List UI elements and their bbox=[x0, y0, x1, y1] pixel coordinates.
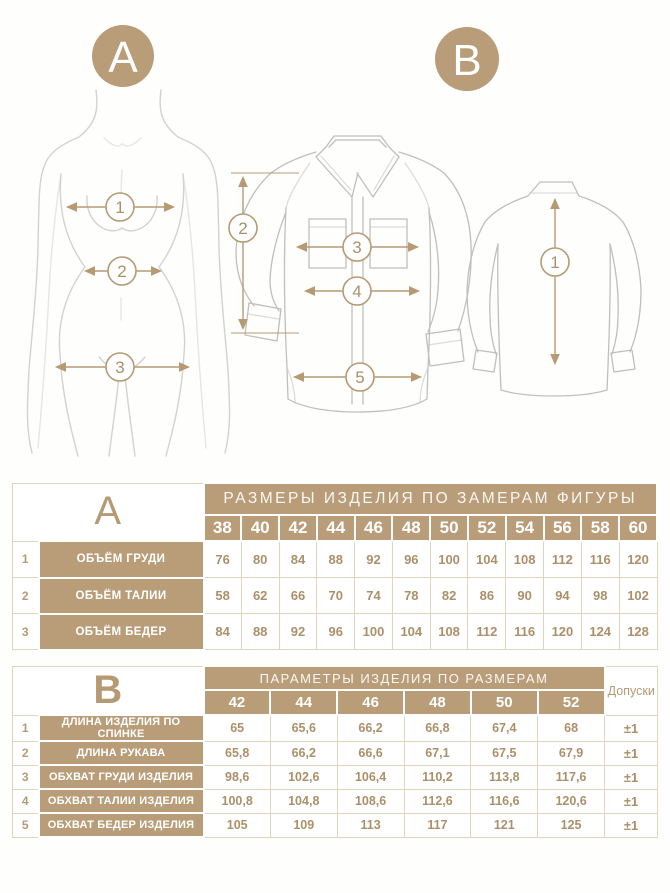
table-row-sleeve-length bbox=[13, 741, 658, 765]
size-header-cell: 46 bbox=[337, 690, 404, 715]
value-cell: 113 bbox=[337, 813, 404, 837]
row-number: 5 bbox=[13, 813, 39, 837]
value-cell: 88 bbox=[317, 541, 355, 578]
row-label: ОБХВАТ БЕДЕР ИЗДЕЛИЯ bbox=[39, 813, 204, 837]
value-cell: 86 bbox=[468, 578, 506, 614]
value-cell: 62 bbox=[241, 578, 279, 614]
svg-text:5: 5 bbox=[355, 368, 365, 387]
value-cell: 104 bbox=[392, 614, 430, 650]
value-cell: 65,8 bbox=[204, 741, 271, 765]
svg-text:2: 2 bbox=[117, 262, 127, 281]
value-cell: 100 bbox=[430, 541, 468, 578]
value-cell: 120 bbox=[619, 541, 657, 578]
value-cell: 80 bbox=[241, 541, 279, 578]
value-cell: 112 bbox=[544, 541, 582, 578]
size-header-cell: 38 bbox=[204, 515, 242, 541]
value-cell: 100,8 bbox=[204, 789, 271, 813]
value-cell: 67,9 bbox=[538, 741, 605, 765]
value-cell: 96 bbox=[392, 541, 430, 578]
value-cell: 82 bbox=[430, 578, 468, 614]
row-number: 3 bbox=[13, 614, 39, 650]
value-cell: 128 bbox=[619, 614, 657, 650]
value-cell: 125 bbox=[538, 813, 605, 837]
value-cell: 70 bbox=[317, 578, 355, 614]
value-cell: 88 bbox=[241, 614, 279, 650]
row-label: ОБЪЁМ ТАЛИИ bbox=[39, 578, 204, 614]
table-row-hips bbox=[13, 614, 658, 650]
table-row-bust bbox=[13, 541, 658, 578]
shirt-back-drawing bbox=[467, 182, 641, 396]
value-cell: 109 bbox=[270, 813, 337, 837]
value-cell: 66,6 bbox=[337, 741, 404, 765]
size-header-cell: 60 bbox=[619, 515, 657, 541]
value-cell: 120 bbox=[544, 614, 582, 650]
value-cell: 108,6 bbox=[337, 789, 404, 813]
row-label: ОБХВАТ ГРУДИ ИЗДЕЛИЯ bbox=[39, 765, 204, 789]
table-row-waist bbox=[13, 578, 658, 614]
row-number: 1 bbox=[13, 541, 39, 578]
value-cell: 112 bbox=[468, 614, 506, 650]
tolerance-header: Допуски bbox=[605, 666, 658, 715]
value-cell: 124 bbox=[581, 614, 619, 650]
value-cell: 66,2 bbox=[270, 741, 337, 765]
value-cell: 108 bbox=[506, 541, 544, 578]
size-header-cell: 48 bbox=[392, 515, 430, 541]
value-cell: 116,6 bbox=[471, 789, 538, 813]
badge-b-letter: B bbox=[452, 36, 482, 85]
value-cell: 92 bbox=[279, 614, 317, 650]
value-cell: 65 bbox=[204, 715, 271, 741]
value-cell: 66,2 bbox=[337, 715, 404, 741]
size-header-cell: 40 bbox=[241, 515, 279, 541]
value-cell: 67,4 bbox=[471, 715, 538, 741]
value-cell: 102 bbox=[619, 578, 657, 614]
size-header-cell: 44 bbox=[317, 515, 355, 541]
value-cell: 65,6 bbox=[270, 715, 337, 741]
row-number: 4 bbox=[13, 789, 39, 813]
value-cell: 104,8 bbox=[270, 789, 337, 813]
row-number: 1 bbox=[13, 715, 39, 741]
value-cell: 92 bbox=[355, 541, 393, 578]
value-cell: 104 bbox=[468, 541, 506, 578]
sleeve-length-marker bbox=[229, 173, 299, 333]
svg-text:2: 2 bbox=[238, 219, 248, 238]
value-cell: 106,4 bbox=[337, 765, 404, 789]
value-cell: 121 bbox=[471, 813, 538, 837]
value-cell: 105 bbox=[204, 813, 271, 837]
badge-a-letter: A bbox=[108, 33, 138, 82]
size-header-cell: 42 bbox=[204, 690, 271, 715]
value-cell: 94 bbox=[544, 578, 582, 614]
size-header-cell: 46 bbox=[355, 515, 393, 541]
value-cell: 100 bbox=[355, 614, 393, 650]
svg-text:4: 4 bbox=[352, 282, 362, 301]
size-header-cell: 42 bbox=[279, 515, 317, 541]
row-label: ОБЪЁМ ГРУДИ bbox=[39, 541, 204, 578]
row-label: ОБХВАТ ТАЛИИ ИЗДЕЛИЯ bbox=[39, 789, 204, 813]
size-header-cell: 48 bbox=[404, 690, 471, 715]
size-header-cell: 56 bbox=[544, 515, 582, 541]
value-cell: 102,6 bbox=[270, 765, 337, 789]
chest-width-marker bbox=[298, 233, 417, 261]
table-row-hip-girth bbox=[13, 813, 658, 837]
table-row-chest-girth bbox=[13, 765, 658, 789]
value-cell: 74 bbox=[355, 578, 393, 614]
value-cell: 108 bbox=[430, 614, 468, 650]
value-cell: 117 bbox=[404, 813, 471, 837]
svg-text:3: 3 bbox=[115, 358, 125, 377]
back-length-marker bbox=[541, 200, 569, 363]
value-cell: 112,6 bbox=[404, 789, 471, 813]
svg-text:1: 1 bbox=[115, 198, 125, 217]
row-number: 2 bbox=[13, 578, 39, 614]
hem-width-marker bbox=[295, 363, 420, 391]
value-cell: 116 bbox=[506, 614, 544, 650]
value-cell: 90 bbox=[506, 578, 544, 614]
product-parameters-table bbox=[12, 665, 658, 838]
value-cell: 98 bbox=[581, 578, 619, 614]
value-cell: 66 bbox=[279, 578, 317, 614]
figure-hips-marker bbox=[57, 353, 188, 381]
tolerance-cell: ±1 bbox=[605, 813, 658, 837]
table-row-back-length bbox=[13, 715, 658, 741]
waist-width-marker bbox=[306, 277, 418, 305]
value-cell: 116 bbox=[581, 541, 619, 578]
size-header-cell: 44 bbox=[270, 690, 337, 715]
tolerance-cell: ±1 bbox=[605, 789, 658, 813]
value-cell: 84 bbox=[204, 614, 242, 650]
table-b-title: ПАРАМЕТРЫ ИЗДЕЛИЯ ПО РАЗМЕРАМ bbox=[204, 666, 605, 690]
figure-measurements-table bbox=[12, 482, 658, 651]
size-header-cell: 58 bbox=[581, 515, 619, 541]
value-cell: 113,8 bbox=[471, 765, 538, 789]
svg-text:3: 3 bbox=[352, 238, 362, 257]
row-label: ДЛИНА ИЗДЕЛИЯ ПО СПИНКЕ bbox=[39, 715, 204, 741]
table-a-title: РАЗМЕРЫ ИЗДЕЛИЯ ПО ЗАМЕРАМ ФИГУРЫ bbox=[204, 483, 658, 515]
table-a-corner-letter: A bbox=[13, 483, 204, 541]
value-cell: 67,5 bbox=[471, 741, 538, 765]
badge-b bbox=[435, 27, 499, 91]
row-number: 3 bbox=[13, 765, 39, 789]
value-cell: 98,6 bbox=[204, 765, 271, 789]
tolerance-cell: ±1 bbox=[605, 741, 658, 765]
size-header-cell: 50 bbox=[430, 515, 468, 541]
row-label: ДЛИНА РУКАВА bbox=[39, 741, 204, 765]
value-cell: 68 bbox=[538, 715, 605, 741]
row-number: 2 bbox=[13, 741, 39, 765]
value-cell: 117,6 bbox=[538, 765, 605, 789]
value-cell: 110,2 bbox=[404, 765, 471, 789]
value-cell: 66,8 bbox=[404, 715, 471, 741]
size-header-cell: 52 bbox=[538, 690, 605, 715]
value-cell: 78 bbox=[392, 578, 430, 614]
figure-waist-marker bbox=[86, 257, 160, 285]
value-cell: 58 bbox=[204, 578, 242, 614]
value-cell: 84 bbox=[279, 541, 317, 578]
table-b-corner-letter: B bbox=[13, 666, 204, 715]
value-cell: 67,1 bbox=[404, 741, 471, 765]
table-row-waist-girth bbox=[13, 789, 658, 813]
value-cell: 76 bbox=[204, 541, 242, 578]
badge-a bbox=[92, 25, 154, 87]
size-header-cell: 54 bbox=[506, 515, 544, 541]
value-cell: 120,6 bbox=[538, 789, 605, 813]
row-label: ОБЪЁМ БЕДЕР bbox=[39, 614, 204, 650]
value-cell: 96 bbox=[317, 614, 355, 650]
size-header-cell: 52 bbox=[468, 515, 506, 541]
svg-text:1: 1 bbox=[550, 253, 560, 272]
size-header-cell: 50 bbox=[471, 690, 538, 715]
tolerance-cell: ±1 bbox=[605, 715, 658, 741]
tolerance-cell: ±1 bbox=[605, 765, 658, 789]
